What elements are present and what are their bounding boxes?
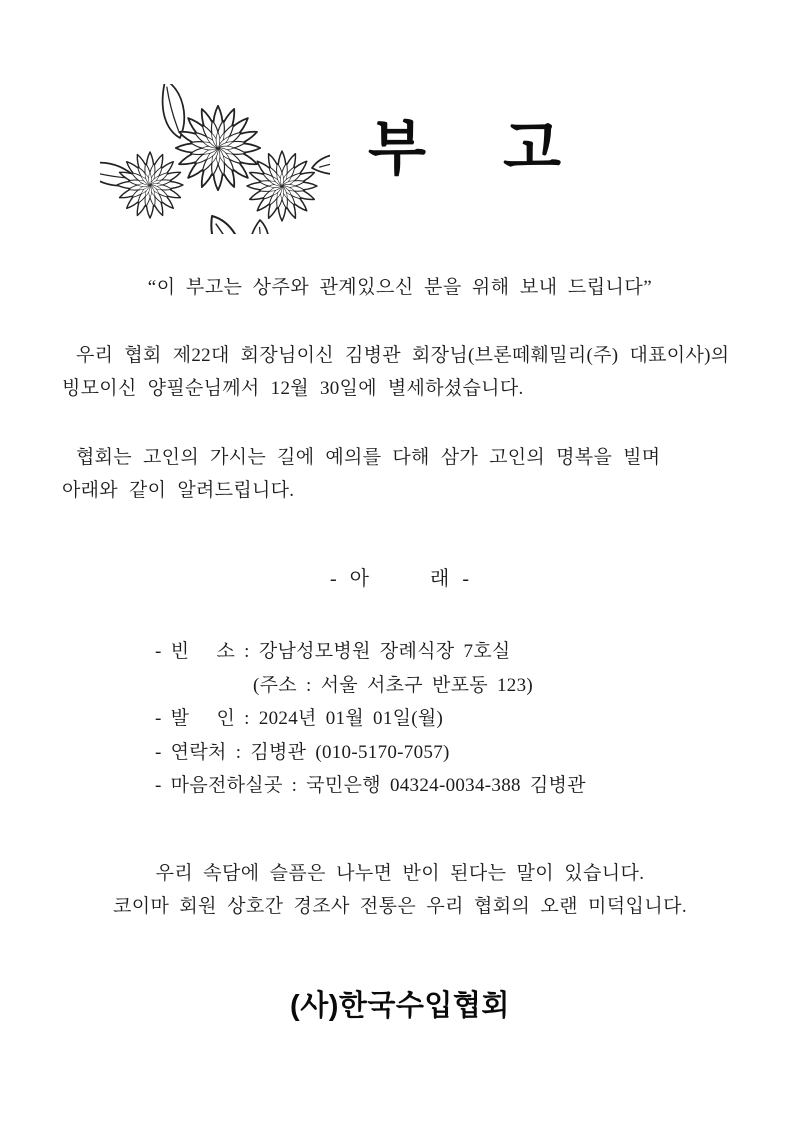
chrysanthemum-illustration [100, 84, 330, 234]
detail-row-bank-account: - 마음전하실곳 : 국민은행 04324-0034-388 김병관 [155, 775, 586, 796]
announcement-line-2: 빙모이신 양필순님께서 12월 30일에 별세하셨습니다. [62, 378, 524, 399]
detail-row-contact: - 연락처 : 김병관 (010-5170-7057) [155, 741, 450, 763]
condolence-paragraph [62, 441, 740, 507]
document-title: 부 고 [368, 116, 563, 182]
closing-line-2: 코이마 회원 상호간 경조사 전통은 우리 협회의 오랜 미덕입니다. [113, 895, 687, 917]
condolence-line-1: 협회는 고인의 가시는 길에 예의를 다해 삼가 고인의 명복을 빌며 [76, 447, 661, 468]
funeral-details-list [155, 635, 800, 803]
details-section-heading: - 아 래 - [330, 568, 470, 590]
announcement-paragraph [62, 339, 740, 405]
announcement-line-1: 우리 협회 제22대 회장님이신 김병관 회장님(브론떼훼밀리(주) 대표이사)의 [76, 345, 730, 366]
notice-quote: “이 부고는 상주와 관계있으신 분을 위해 보내 드립니다” [147, 277, 653, 298]
detail-row-address: (주소 : 서울 서초구 반포동 123) [253, 674, 534, 696]
detail-row-mortuary: - 빈 소 : 강남성모병원 장례식장 7호실 [155, 641, 511, 662]
condolence-line-2: 아래와 같이 알려드립니다. [62, 480, 295, 501]
closing-message [0, 857, 800, 923]
organization-name: (사)한국수입협회 [290, 989, 510, 1022]
document-header [0, 0, 800, 250]
detail-row-funeral-date: - 발 인 : 2024년 01월 01일(월) [155, 708, 444, 729]
closing-line-1: 우리 속담에 슬픔은 나누면 반이 된다는 말이 있습니다. [155, 862, 645, 884]
